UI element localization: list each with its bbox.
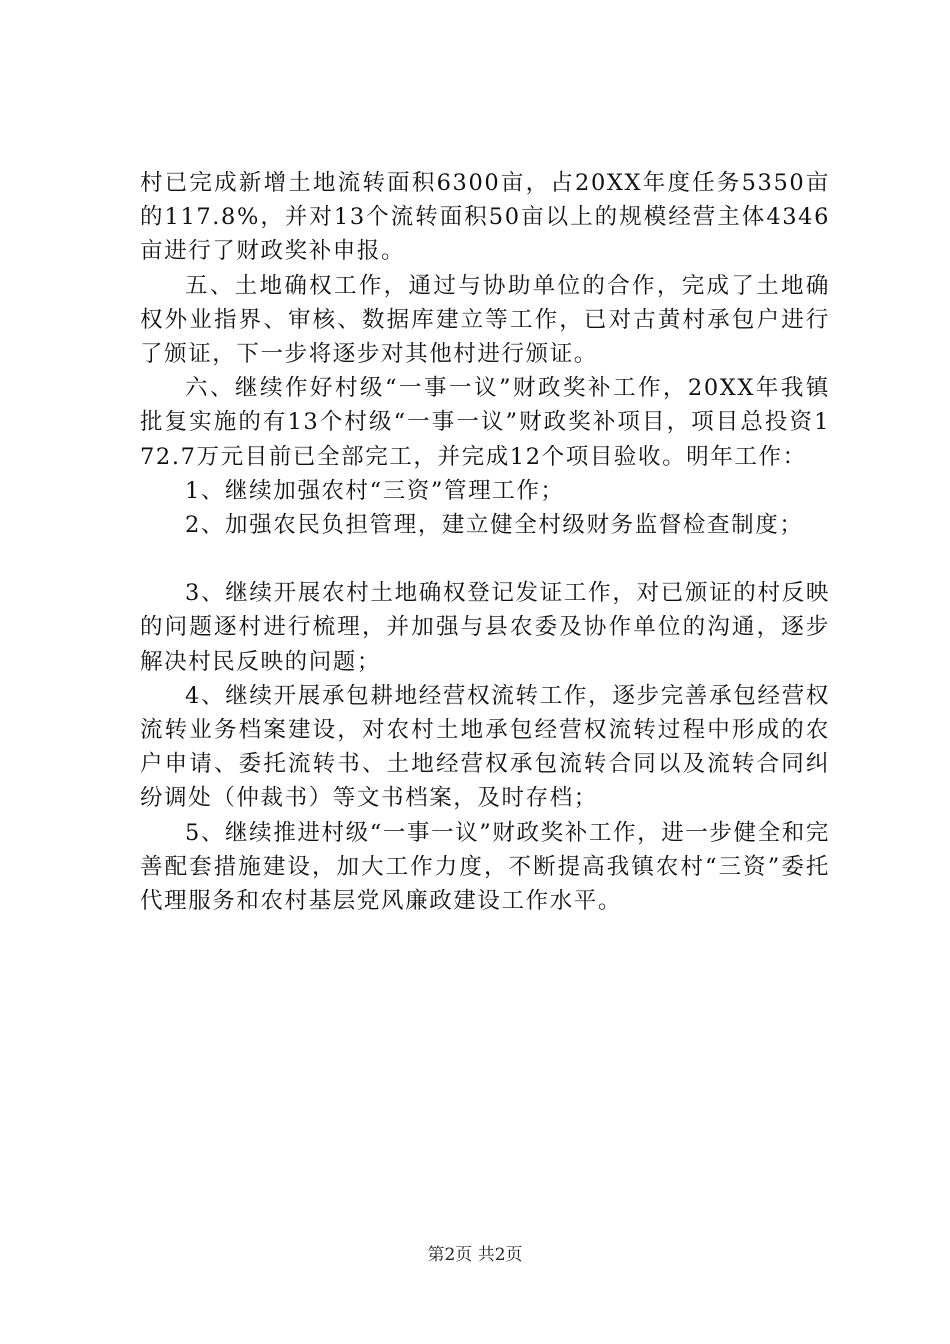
list-item-1: 1、继续加强农村“三资”管理工作； <box>185 477 565 504</box>
list-item-5: 5、继续推进村级“一事一议”财政奖补工作，进一步健全和完善配套措施建设，加大工作力度，不断提高我镇农村“三资”委托代理服务和农村基层党风廉政建设工作水平。 <box>140 819 830 915</box>
page-number-footer: 第2页 共2页 <box>427 1245 523 1265</box>
paragraph-section-five: 五、土地确权工作，通过与协助单位的合作，完成了土地确权外业指界、审核、数据库建立等工作，已对古黄村承包户进行了颁证，下一步将逐步对其他村进行颁证。 <box>140 272 830 368</box>
paragraph-continuation: 村已完成新增土地流转面积6300亩，占20XX年度任务5350亩的117.8%，并对13个流转面积50亩以上的规模经营主体4346亩进行了财政奖补申报。 <box>140 170 830 265</box>
paragraph-section-six: 六、继续作好村级“一事一议”财政奖补工作，20XX年我镇批复实施的有13个村级“一事一议”财政奖补项目，项目总投资172.7万元目前已全部完工，并完成12个项目验收。明年工作： <box>140 375 830 470</box>
list-item-4: 4、继续开展承包耕地经营权流转工作，逐步完善承包经营权流转业务档案建设，对农村土地承包经营权流转过程中形成的农户申请、委托流转书、土地经营权承包流转合同以及流转合同纠纷调处（仲裁书）等文书档案，及时存档； <box>140 682 830 812</box>
document-body <box>140 166 830 918</box>
list-item-2: 2、加强农民负担管理，建立健全村级财务监督检查制度； <box>185 512 804 539</box>
list-item-3: 3、继续开展农村土地确权登记发证工作，对已颁证的村反映的问题逐村进行梳理，并加强与县农委及协作单位的沟通，逐步解决村民反映的问题； <box>140 580 830 675</box>
